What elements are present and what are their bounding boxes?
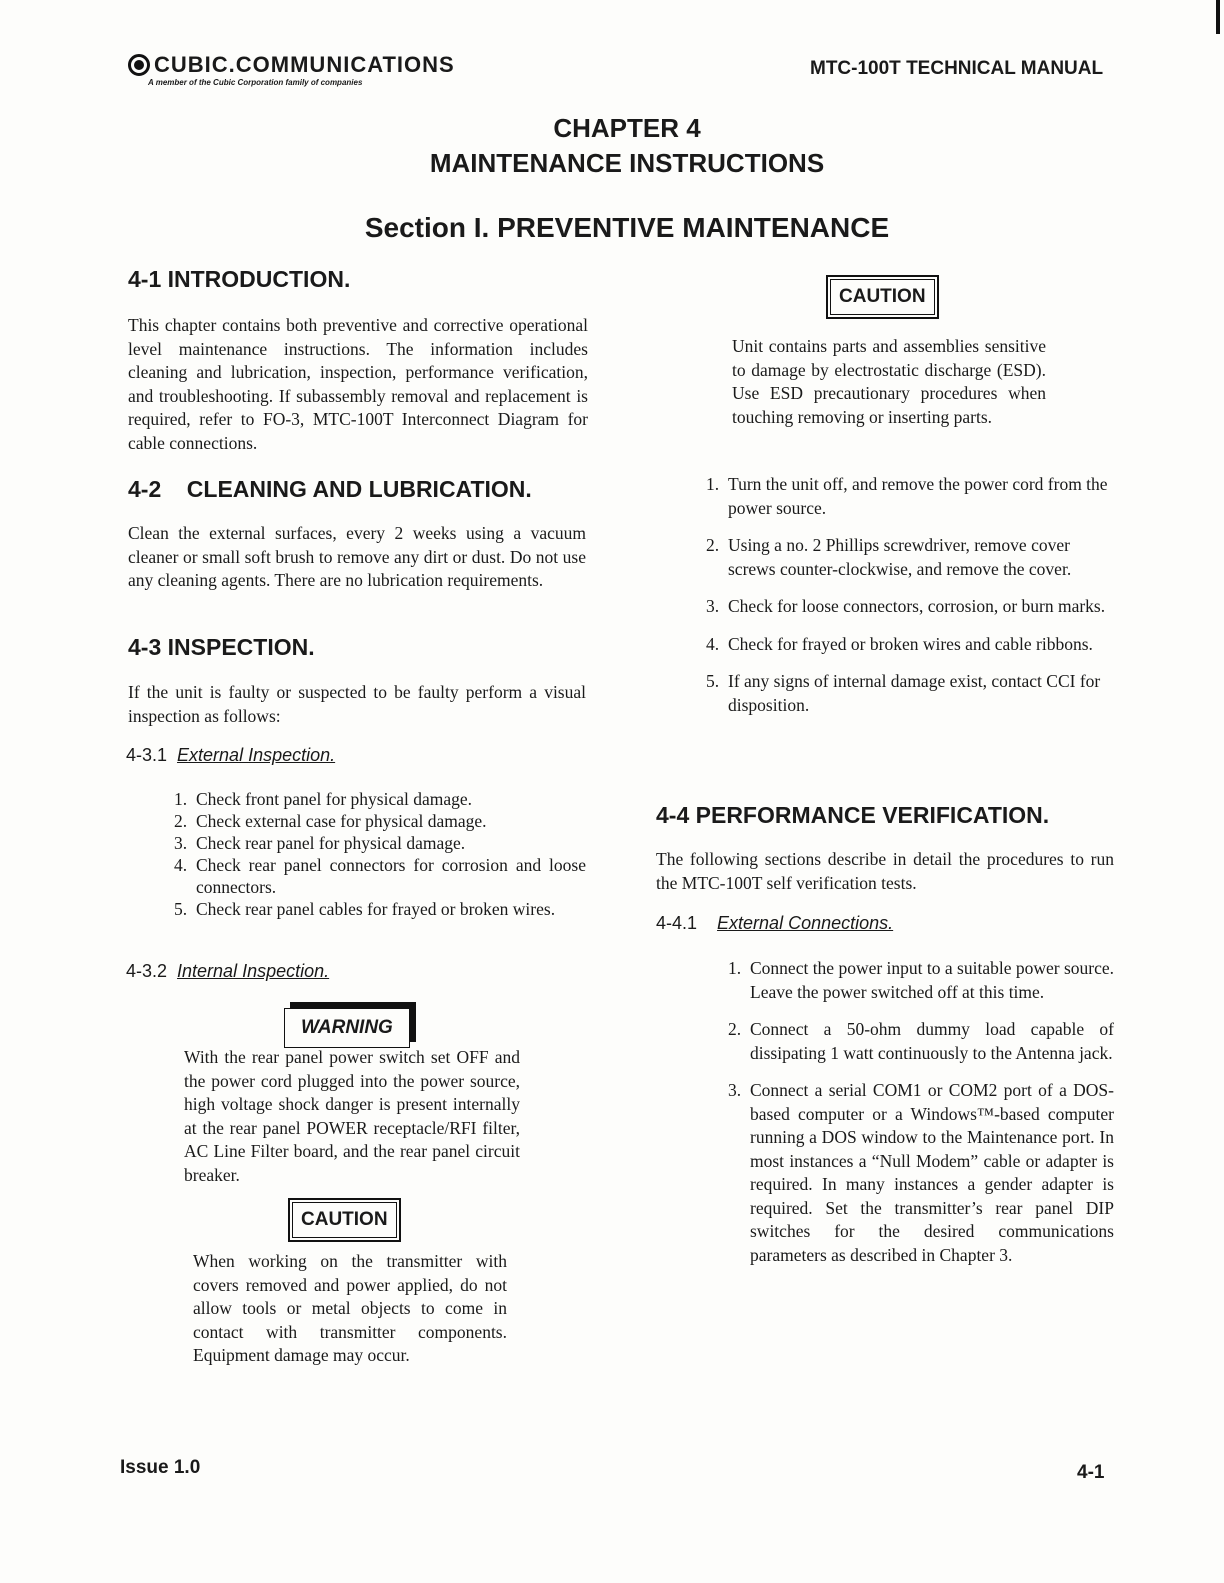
chapter-number: CHAPTER 4 xyxy=(553,113,701,143)
list-item: 2. Connect a 50-ohm dummy load capable of dissipating 1 watt continuously to the Antenna jack. xyxy=(728,1019,1114,1063)
external-inspection-heading xyxy=(126,745,335,766)
subsection-title: Internal Inspection. xyxy=(177,961,330,981)
external-connections-heading xyxy=(656,913,893,934)
esd-caution-box xyxy=(826,275,939,319)
esd-caution-label: CAUTION xyxy=(830,279,935,315)
subsection-title: External Inspection. xyxy=(177,745,336,765)
list-item: 5. Check rear panel cables for frayed or broken wires. xyxy=(174,899,556,919)
company-name: CUBIC.COMMUNICATIONS xyxy=(154,52,455,77)
external-inspection-steps xyxy=(174,788,586,920)
list-item: 3. Check rear panel for physical damage. xyxy=(174,833,466,853)
section-title: Section I. PREVENTIVE MAINTENANCE xyxy=(364,212,890,243)
issue-label: Issue 1.0 xyxy=(120,1457,201,1478)
introduction-text: This chapter contains both preventive and corrective operational level maintenance instructions. The information includes cleaning and lubrication, inspection, performance verification, and troubleshooting. If subassembly removal and replacement is required, refer to FO-3, MTC-100T Interconnect Diagram for cable connections. xyxy=(128,315,588,453)
caution-label: CAUTION xyxy=(292,1202,397,1238)
list-item: 2. Check external case for physical damage. xyxy=(174,811,487,831)
list-item: 1. Connect the power input to a suitable power source. Leave the power switched off at this time. xyxy=(728,958,1114,1002)
internal-inspection-heading xyxy=(126,961,329,982)
list-item: 2. Using a no. 2 Phillips screwdriver, remove cover screws counter-clockwise, and remove the cover. xyxy=(706,535,1072,579)
subsection-title: External Connections. xyxy=(717,913,894,933)
heading-inspection: 4-3 INSPECTION. xyxy=(128,634,315,660)
page-number: 4-1 xyxy=(1077,1462,1105,1483)
scan-edge-mark xyxy=(1216,0,1220,34)
company-tagline: A member of the Cubic Corporation family of companies xyxy=(148,78,363,87)
caution-box xyxy=(288,1198,401,1242)
list-item: 4. Check rear panel connectors for corrosion and loose connectors. xyxy=(174,855,586,897)
warning-text: With the rear panel power switch set OFF and the power cord plugged into the power source, high voltage shock danger is present internally at the rear panel POWER receptacle/RFI filter, AC Line Filter board, and the rear panel circuit breaker. xyxy=(184,1047,520,1185)
esd-caution-text: Unit contains parts and assemblies sensitive to damage by electrostatic discharge (ESD). Use ESD precautionary procedures when touching removing or inserting parts. xyxy=(732,336,1046,427)
list-item: 3. Connect a serial COM1 or COM2 port of a DOS-based computer or a Windows™-based computer running a DOS window to the Maintenance port. In most instances a “Null Modem” cable or adapter is required. In many instances a gender adapter is required. Set the transmitter’s rear panel DIP switches for the desired communications parameters as described in Chapter 3. xyxy=(728,1080,1114,1265)
inspection-text: If the unit is faulty or suspected to be faulty perform a visual inspection as follows: xyxy=(128,682,586,726)
manual-title: MTC-100T TECHNICAL MANUAL xyxy=(810,58,1104,79)
list-item: 3. Check for loose connectors, corrosion, or burn marks. xyxy=(706,596,1106,616)
cubic-logo-icon xyxy=(128,54,150,76)
heading-performance-verification: 4-4 PERFORMANCE VERIFICATION. xyxy=(656,802,1050,828)
external-connections-steps xyxy=(728,957,1114,1267)
internal-inspection-steps xyxy=(706,473,1118,717)
caution-text: When working on the transmitter with covers removed and power applied, do not allow tools or metal objects to come in contact with transmitter components. Equipment damage may occur. xyxy=(193,1251,507,1365)
cleaning-text: Clean the external surfaces, every 2 weeks using a vacuum cleaner or small soft brush to remove any dirt or dust. Do not use any cleaning agents. There are no lubrication requirements. xyxy=(128,523,586,590)
subsection-number: 4-4.1 xyxy=(656,913,698,933)
subsection-number: 4-3.1 xyxy=(126,745,168,765)
subsection-number: 4-3.2 xyxy=(126,961,168,981)
warning-label: WARNING xyxy=(284,1008,410,1048)
company-logo xyxy=(128,52,455,87)
list-item: 5. If any signs of internal damage exist, contact CCI for disposition. xyxy=(706,671,1101,715)
list-item: 1. Turn the unit off, and remove the power cord from the power source. xyxy=(706,474,1108,518)
heading-introduction: 4-1 INTRODUCTION. xyxy=(128,266,351,292)
performance-text: The following sections describe in detail the procedures to run the MTC-100T self verification tests. xyxy=(656,849,1114,893)
chapter-title: MAINTENANCE INSTRUCTIONS xyxy=(429,148,825,178)
list-item: 4. Check for frayed or broken wires and cable ribbons. xyxy=(706,633,1093,654)
heading-cleaning: 4-2 CLEANING AND LUBRICATION. xyxy=(128,476,532,502)
list-item: 1. Check front panel for physical damage. xyxy=(174,789,473,809)
